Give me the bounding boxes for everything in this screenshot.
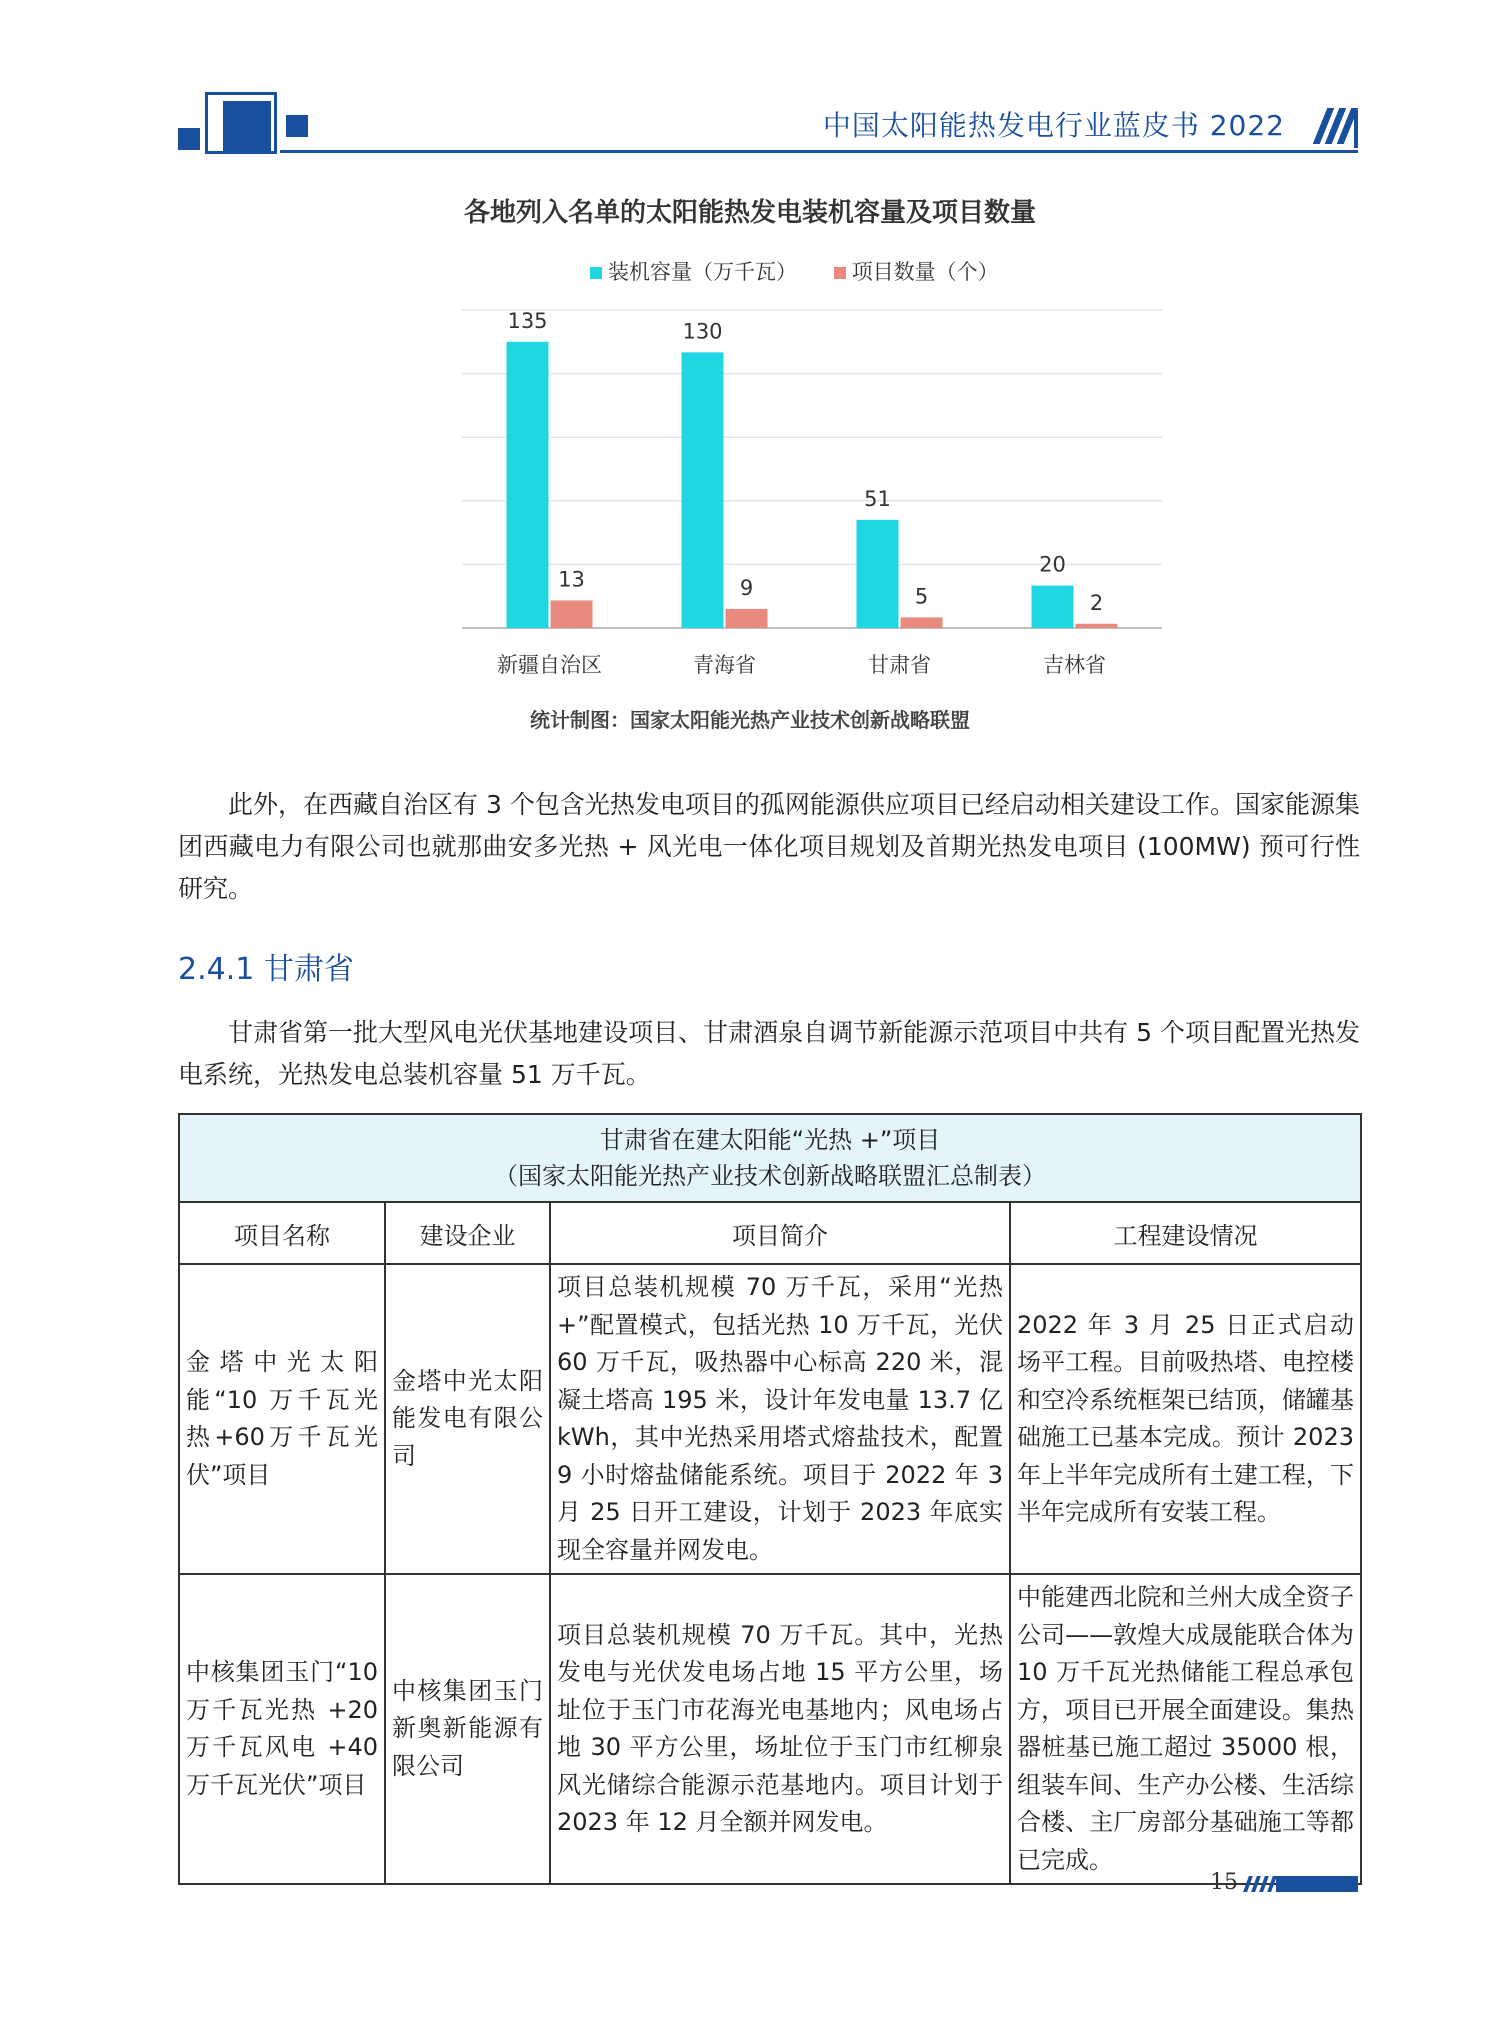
data-label-count: 5 — [914, 584, 929, 609]
data-label-capacity: 20 — [1039, 552, 1066, 577]
data-label-count: 9 — [739, 575, 754, 600]
table-row — [179, 1574, 1361, 1884]
cell-project-name: 中核集团玉门“10 万千瓦光热 +20 万千瓦风电 +40 万千瓦光伏”项目 — [179, 1574, 385, 1884]
bar-count — [551, 600, 593, 628]
section-heading: 2.4.1 甘肃省 — [178, 952, 354, 987]
bar-chart — [0, 0, 1500, 700]
cell-intro: 项目总装机规模 70 万千瓦。其中，光热发电与光伏发电场占地 15 平方公里，场址位于玉门市花海光电基地内；风电场占地 30 平方公里，场址位于玉门市红柳泉风光储综合能源示范基地内。项目计划于 2023 年 12 月全额并网发电。 — [550, 1574, 1010, 1884]
header-project-name: 项目名称 — [179, 1202, 385, 1264]
table-caption: 甘肃省在建太阳能“光热 +”项目 （国家太阳能光热产业技术创新战略联盟汇总制表） — [179, 1114, 1361, 1202]
table-row — [179, 1264, 1361, 1574]
data-label-count: 13 — [558, 567, 585, 592]
data-label-capacity: 51 — [864, 486, 891, 511]
paragraph-tibet: 此外，在西藏自治区有 3 个包含光热发电项目的孤网能源供应项目已经启动相关建设工作。国家能源集团西藏电力有限公司也就那曲安多光热 + 风光电一体化项目规划及首期光热发电项目 (100MW) 预可行性研究。 — [178, 790, 1360, 903]
legend-item-count: 项目数量（个） — [834, 260, 999, 284]
cell-company: 中核集团玉门新奥新能源有限公司 — [385, 1574, 550, 1884]
category-label: 新疆自治区 — [497, 653, 602, 677]
cell-intro: 项目总装机规模 70 万千瓦，采用“光热 +”配置模式，包括光热 10 万千瓦，光伏 60 万千瓦，吸热器中心标高 220 米，混凝土塔高 195 米，设计年发电量 13.7 亿 kWh，其中光热采用塔式熔盐技术，配置 9 小时熔盐储能系统。项目于 2022 年 3 月 25 日开工建设，计划于 2023 年底实现全容量并网发电。 — [550, 1264, 1010, 1574]
bar-capacity — [1032, 586, 1074, 628]
category-label: 甘肃省 — [868, 653, 931, 677]
category-label: 吉林省 — [1043, 653, 1106, 677]
legend-item-capacity: 装机容量（万千瓦） — [590, 260, 797, 284]
cell-company: 金塔中光太阳能发电有限公司 — [385, 1264, 550, 1574]
data-label-count: 2 — [1089, 590, 1104, 615]
cell-status: 2022 年 3 月 25 日正式启动场平工程。目前吸热塔、电控楼和空冷系统框架已结顶，储罐基础施工已基本完成。预计 2023 年上半年完成所有土建工程，下半年完成所有安装工程。 — [1010, 1264, 1361, 1574]
table-header-row — [179, 1202, 1361, 1264]
cell-status: 中能建西北院和兰州大成全资子公司——敦煌大成晟能联合体为 10 万千瓦光热储能工程总承包方，项目已开展全面建设。集热器桩基已施工超过 35000 根，组装车间、生产办公楼、生活综合楼、主厂房部分基础施工等都已完成。 — [1010, 1574, 1361, 1884]
header-company: 建设企业 — [385, 1202, 550, 1264]
bar-capacity — [682, 352, 724, 628]
bar-count — [901, 617, 943, 628]
bar-count — [1076, 624, 1118, 628]
bar-capacity — [857, 520, 899, 628]
chart-source: 统计制图：国家太阳能光热产业技术创新战略联盟 — [530, 708, 970, 732]
header-status: 工程建设情况 — [1010, 1202, 1361, 1264]
data-label-capacity: 135 — [507, 308, 548, 333]
paragraph-gansu: 甘肃省第一批大型风电光伏基地建设项目、甘肃酒泉自调节新能源示范项目中共有 5 个项目配置光热发电系统，光热发电总装机容量 51 万千瓦。 — [178, 1018, 1360, 1089]
category-label: 青海省 — [693, 653, 756, 677]
header-title: 中国太阳能热发电行业蓝皮书 2022 — [822, 109, 1285, 142]
page-number: 15 — [1210, 1870, 1238, 1895]
bar-capacity — [507, 342, 549, 628]
header-intro: 项目简介 — [550, 1202, 1010, 1264]
data-label-capacity: 130 — [682, 319, 723, 344]
bar-count — [726, 609, 768, 628]
project-table — [178, 1113, 1362, 1885]
cell-project-name: 金塔中光太阳能“10 万千瓦光热+60万千瓦光伏”项目 — [179, 1264, 385, 1574]
chart-title: 各地列入名单的太阳能热发电装机容量及项目数量 — [463, 198, 1036, 228]
